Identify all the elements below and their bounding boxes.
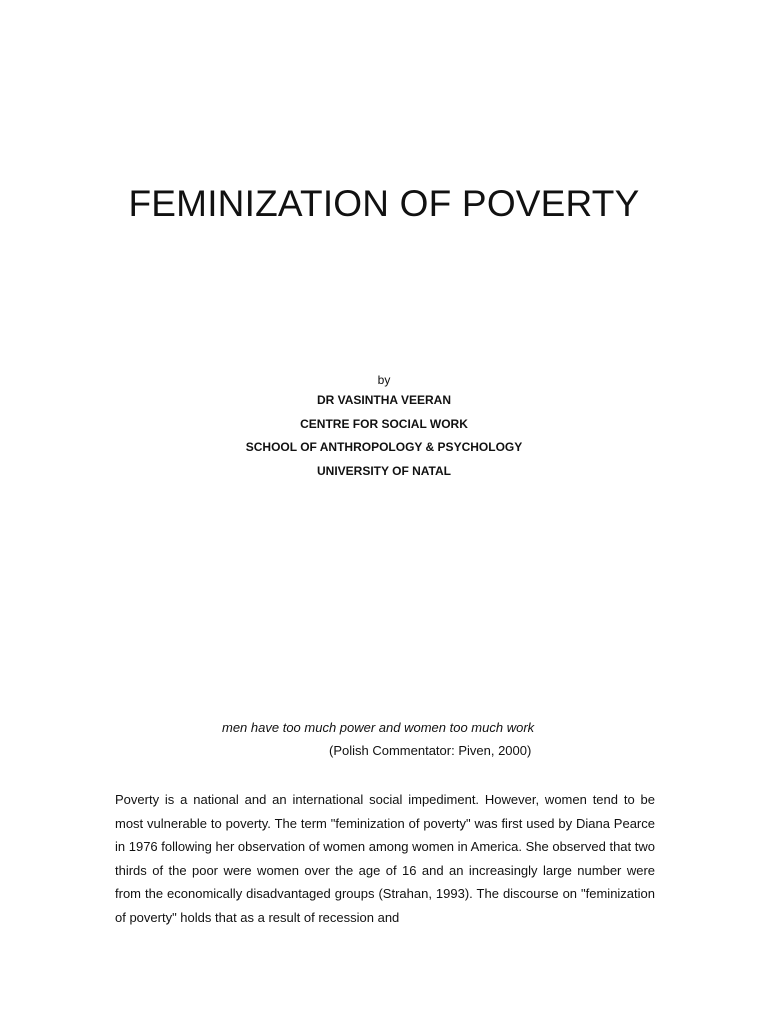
epigraph-source: (Polish Commentator: Piven, 2000)	[329, 743, 532, 758]
byline-block	[0, 372, 768, 486]
epigraph-text: men have too much power and women too much work	[222, 720, 535, 735]
byline-by: by	[377, 373, 391, 387]
university-name: UNIVERSITY OF NATAL	[316, 463, 451, 478]
body-paragraph: Poverty is a national and an international social impediment. However, women tend to be most vulnerable to poverty. The term "feminization of poverty" was first used by Diana Pearce in 1976 following her observation of women among women in America. She observed that two thirds of the poor were women over the age of 16 and an increasingly large number were from the economically disadvantaged groups (Strahan, 1993). The discourse on "feminization of poverty" holds that as a result of recession and	[115, 792, 655, 925]
document-title: FEMINIZATION OF POVERTY	[128, 183, 640, 224]
author-name: DR VASINTHA VEERAN	[316, 393, 451, 407]
department-name: CENTRE FOR SOCIAL WORK	[300, 416, 468, 431]
school-name: SCHOOL OF ANTHROPOLOGY & PSYCHOLOGY	[245, 440, 523, 454]
epigraph	[222, 718, 642, 761]
